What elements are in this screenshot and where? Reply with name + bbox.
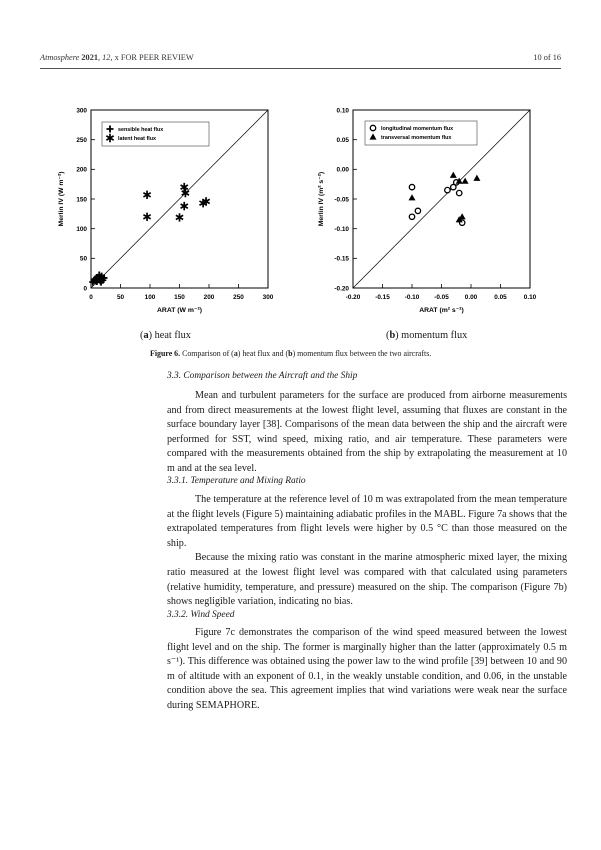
y-axis-label: Merlin IV (m² s⁻²) (318, 171, 325, 227)
y-tick-label: -0.10 (334, 225, 349, 233)
section-3-3-1-body (167, 493, 567, 610)
y-tick-label: 100 (76, 225, 87, 233)
y-tick-label: 200 (76, 166, 87, 174)
paragraph: Figure 7c demonstrates the comparison of the wind speed measured between the lowest flight level and on the ship. The former is marginally higher than the latter (approximately 0.5 m s⁻¹). This difference was obtained using the power law to the wind profile [39] between 10 and 90 m of altitude with an exponent of 0.1, in the weakly unstable condition, and 0.06, in the unstable condition above the sea. This agreement implies that wind variations were weak near the surface during SEMAPHORE. (167, 627, 567, 711)
star-marker (181, 183, 188, 191)
section-heading-3-3: 3.3. Comparison between the Aircraft and the Ship (167, 371, 358, 381)
section-heading-3-3-1: 3.3.1. Temperature and Mixing Ratio (167, 476, 306, 486)
subfigure-a-label: (a) heat flux (140, 330, 191, 341)
legend-box (102, 122, 209, 146)
x-tick-label: 0 (89, 294, 93, 301)
x-tick-label: -0.15 (375, 294, 390, 301)
x-axis-label: ARAT (m² s⁻²) (419, 307, 464, 314)
circle-marker (409, 184, 414, 189)
y-tick-label: 0.00 (336, 166, 349, 174)
star-marker (181, 202, 188, 210)
header-rule (40, 68, 561, 69)
x-tick-label: 300 (262, 294, 274, 301)
journal-review-note: , x FOR PEER REVIEW (110, 53, 194, 62)
subfigure-b-label: (b) momentum flux (386, 330, 468, 341)
legend-label: latent heat flux (118, 136, 157, 142)
paragraph: Mean and turbulent parameters for the surface are produced from airborne measurements and from direct measurements at the lowest flight level, assuming that fluxes are constant in the surface boundary layer [38]. Comparisons of the mean data between the ship and the aircraft were performed for SST, wind speed, mixing ratio, and air temperature. These parameters were compared with the measurements obtained from the ship by extrapolating the measurement at 10 m and at the sea level. (167, 390, 567, 474)
circle-marker (445, 187, 450, 192)
circle-marker (457, 190, 462, 195)
legend-marker (370, 125, 375, 130)
paragraph: Because the mixing ratio was constant in the marine atmospheric mixed layer, the mixing ratio measured at the lowest flight level was compared with that calculated using parameters (relative humidity, temperature, and pressure) measured on the ship. The comparison (Figure 7b) shows negligible variation, indicating no bias. (167, 552, 567, 608)
y-tick-label: -0.20 (334, 285, 349, 293)
section-heading-3-3-2: 3.3.2. Wind Speed (167, 610, 235, 620)
x-axis-label: ARAT (W m⁻²) (157, 307, 202, 314)
x-tick-label: 50 (116, 294, 125, 301)
legend-box (365, 121, 477, 145)
triangle-marker (409, 194, 416, 200)
y-tick-label: 0.10 (336, 107, 349, 115)
y-tick-label: -0.05 (334, 196, 349, 204)
x-tick-label: 0.05 (494, 294, 507, 301)
section-3-3-2-body (167, 626, 567, 714)
legend-label: sensible heat flux (118, 127, 164, 133)
star-marker (143, 191, 150, 199)
y-tick-label: 0.05 (336, 136, 349, 144)
x-tick-label: -0.05 (434, 294, 449, 301)
journal-volume: 12 (102, 53, 111, 62)
y-tick-label: 0 (83, 285, 87, 293)
x-tick-label: 200 (203, 294, 215, 301)
figure-caption: Figure 6. Comparison of (a) heat flux and (b) momentum flux between the two aircrafts. (150, 349, 432, 358)
y-axis-label: Merlin IV (W m⁻²) (58, 171, 65, 227)
y-tick-label: -0.15 (334, 255, 349, 263)
circle-marker (415, 208, 420, 213)
journal-year: 2021 (81, 53, 98, 62)
y-tick-label: 150 (76, 196, 87, 204)
journal-reference: Atmosphere 2021, 12, x FOR PEER REVIEW (40, 53, 194, 62)
y-tick-label: 250 (76, 136, 87, 144)
x-tick-label: -0.20 (345, 294, 361, 301)
journal-name: Atmosphere (40, 53, 80, 62)
star-marker (176, 213, 183, 221)
legend-label: longitudinal momentum flux (381, 126, 454, 132)
x-tick-label: 250 (233, 294, 244, 301)
triangle-marker (462, 178, 469, 184)
y-tick-label: 50 (79, 255, 87, 263)
legend-label: transversal momentum flux (381, 135, 452, 141)
heat-flux-chart (55, 100, 280, 322)
x-tick-label: -0.10 (404, 294, 420, 301)
section-3-3-body (167, 389, 567, 477)
page-number: 10 of 16 (533, 53, 561, 62)
x-tick-label: 0.10 (523, 294, 537, 301)
triangle-marker (450, 172, 457, 178)
triangle-marker (473, 175, 480, 181)
caption-label: Figure 6. (150, 349, 181, 358)
x-tick-label: 100 (144, 294, 156, 301)
triangle-marker (459, 213, 466, 219)
paragraph: The temperature at the reference level of 10 m was extrapolated from the mean temperature at the flight levels (Figure 5) maintaining adiabatic profiles in the MABL. Figure 7a shows that the extrapolated temperatures from flight levels were higher by 0.5 °C than those measured on the ship. (167, 494, 567, 549)
y-tick-label: 300 (76, 107, 87, 115)
x-tick-label: 150 (174, 294, 185, 301)
star-marker (143, 213, 150, 221)
x-tick-label: 0.00 (464, 294, 478, 301)
momentum-flux-chart (314, 100, 544, 322)
circle-marker (409, 214, 414, 219)
